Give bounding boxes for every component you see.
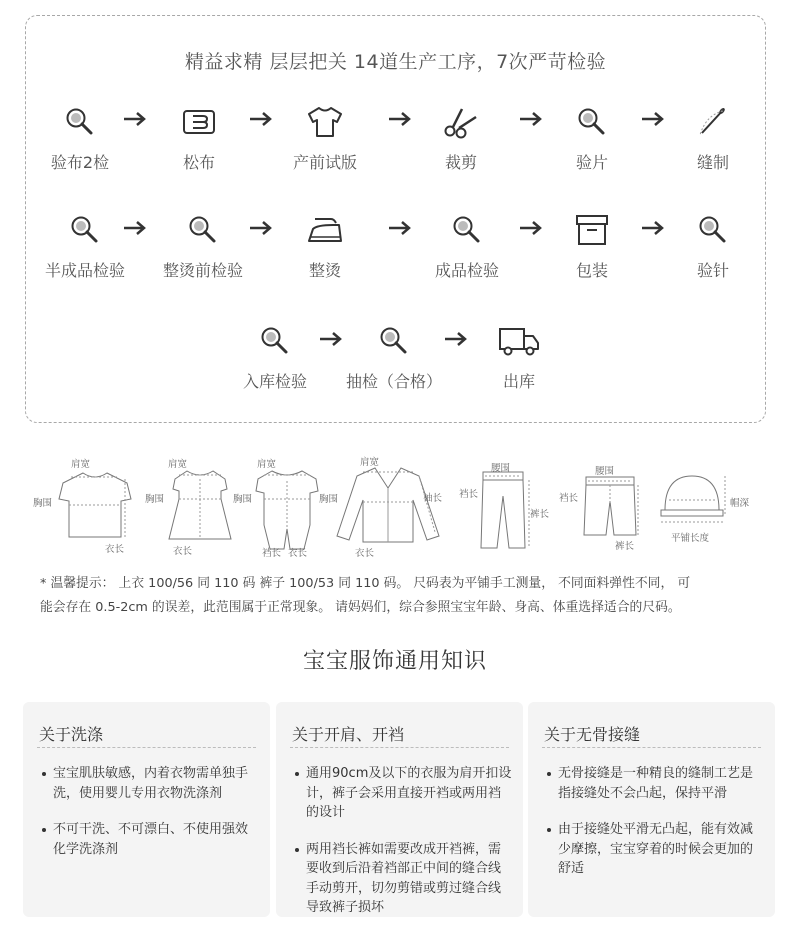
tshirt-icon (305, 105, 345, 139)
size-label: 衣长 (288, 548, 308, 559)
size-label: 衣长 (355, 548, 375, 559)
size-label: 平铺长度 (671, 533, 710, 544)
step-label: 整烫 (308, 261, 341, 280)
step-label: 入库检验 (242, 372, 307, 391)
size-label: 衣长 (173, 546, 193, 557)
size-label: 肩宽 (168, 459, 188, 470)
step-ironing (270, 213, 380, 281)
magnifier-icon (450, 213, 484, 247)
notice-line: 能会存在 0.5-2cm 的误差，此范围属于正常现象。 请妈妈们，综合参照宝宝年龄、身高、体重选择适合的尺码。 (40, 600, 681, 615)
process-title: 精益求精 层层把关 14道生产工序，7次严苛检验 (184, 51, 607, 73)
knowledge-title: 宝宝服饰通用知识 (302, 649, 487, 674)
magnifier-icon (575, 105, 609, 139)
step-piece-inspection (537, 105, 647, 173)
needle-icon (696, 105, 730, 139)
card-divider (37, 747, 256, 748)
scissors-icon (442, 105, 480, 139)
size-label: 裤长 (615, 541, 635, 552)
list-item: 由于接缝处平滑无凸起，能有效减少摩擦，宝宝穿着的时候会更加的舒适 (544, 820, 765, 879)
card-seamless-joint (528, 702, 775, 917)
dress-size-diagram (165, 465, 235, 545)
step-sewing (658, 105, 768, 173)
magnifier-icon (68, 213, 102, 247)
size-diagrams (25, 450, 766, 565)
arrow-right-icon (122, 220, 148, 236)
size-label: 腰围 (491, 463, 511, 474)
tshirt-size-diagram (55, 465, 135, 545)
pants-size-diagram (475, 470, 535, 550)
size-label: 裆长 (459, 489, 479, 500)
card-list (39, 764, 260, 876)
list-item: 两用裆长裤如需要改成开裆裤，需要收到后沿着裆部正中间的缝合线手动剪开，切勿剪错或剪过缝合线导致裤子损坏 (292, 840, 513, 918)
step-relax-fabric (144, 105, 254, 173)
step-packaging (537, 213, 647, 281)
card-divider (290, 747, 509, 748)
size-label: 胸围 (233, 494, 253, 505)
step-label: 成品检验 (434, 261, 499, 280)
step-label: 抽检（合格） (345, 372, 442, 391)
jacket-size-diagram (333, 462, 443, 547)
step-final-inspection (412, 213, 522, 281)
list-item: 不可干洗、不可漂白、不使用强效化学洗涤剂 (39, 820, 260, 859)
step-label: 整烫前检验 (162, 261, 243, 280)
list-item: 无骨接缝是一种精良的缝制工艺是指接缝处不会凸起，保持平滑 (544, 764, 765, 803)
card-divider (542, 747, 761, 748)
iron-icon (305, 213, 345, 247)
size-label: 胸围 (319, 494, 339, 505)
step-pre-production-sample (270, 105, 380, 173)
card-title: 关于无骨接缝 (544, 725, 641, 744)
step-label: 产前试版 (292, 153, 357, 172)
step-fabric-inspection (25, 105, 135, 173)
size-label: 帽深 (730, 498, 750, 509)
step-label: 出库 (502, 372, 535, 391)
hat-size-diagram (657, 470, 727, 530)
step-label: 松布 (182, 153, 215, 172)
magnifier-icon (63, 105, 97, 139)
card-title: 关于洗涤 (39, 725, 104, 744)
step-label: 半成品检验 (44, 261, 125, 280)
card-washing (23, 702, 270, 917)
step-pre-ironing-inspection (148, 213, 258, 281)
step-label: 验针 (696, 261, 729, 280)
fabric-roll-icon (182, 105, 216, 139)
list-item: 宝宝肌肤敏感，内着衣物需单独手洗，使用婴儿专用衣物洗涤剂 (39, 764, 260, 803)
step-label: 裁剪 (444, 153, 477, 172)
truck-icon (497, 324, 541, 358)
step-label: 验片 (575, 153, 608, 172)
card-title: 关于开肩、开裆 (292, 725, 405, 744)
step-needle-detection (658, 213, 768, 281)
card-list (292, 764, 513, 935)
card-shoulder-crotch-opening (276, 702, 523, 917)
step-shipping (464, 324, 574, 392)
size-notice (40, 572, 760, 620)
size-label: 裤长 (530, 509, 550, 520)
romper-size-diagram (250, 465, 325, 550)
shorts-size-diagram (580, 475, 640, 545)
size-label: 胸围 (33, 498, 53, 509)
step-label: 验布2检 (50, 153, 110, 172)
size-label: 袖长 (423, 493, 443, 504)
magnifier-icon (696, 213, 730, 247)
box-icon (574, 213, 610, 247)
size-label: 腰围 (595, 466, 615, 477)
size-label: 胸围 (145, 494, 165, 505)
magnifier-icon (186, 213, 220, 247)
size-label: 肩宽 (360, 457, 380, 468)
size-label: 裆长 (559, 493, 579, 504)
step-spot-check (339, 324, 449, 392)
size-label: 肩宽 (257, 459, 277, 470)
magnifier-icon (258, 324, 292, 358)
size-label: 衣长 (105, 544, 125, 555)
arrow-right-icon (387, 220, 413, 236)
step-cutting (406, 105, 516, 173)
size-label: 裆长 (262, 548, 282, 559)
card-list (544, 764, 765, 896)
step-label: 包装 (575, 261, 608, 280)
size-label: 肩宽 (71, 459, 91, 470)
magnifier-icon (377, 324, 411, 358)
step-warehouse-inspection (220, 324, 330, 392)
step-label: 缝制 (696, 153, 729, 172)
notice-line: * 温馨提示： 上衣 100/56 同 110 码 裤子 100/53 同 110 码。 尺码表为平铺手工测量， 不同面料弹性不同， 可 (40, 576, 691, 591)
list-item: 通用90cm及以下的衣服为肩开扣设计，裤子会采用直接开裆或两用裆的设计 (292, 764, 513, 823)
